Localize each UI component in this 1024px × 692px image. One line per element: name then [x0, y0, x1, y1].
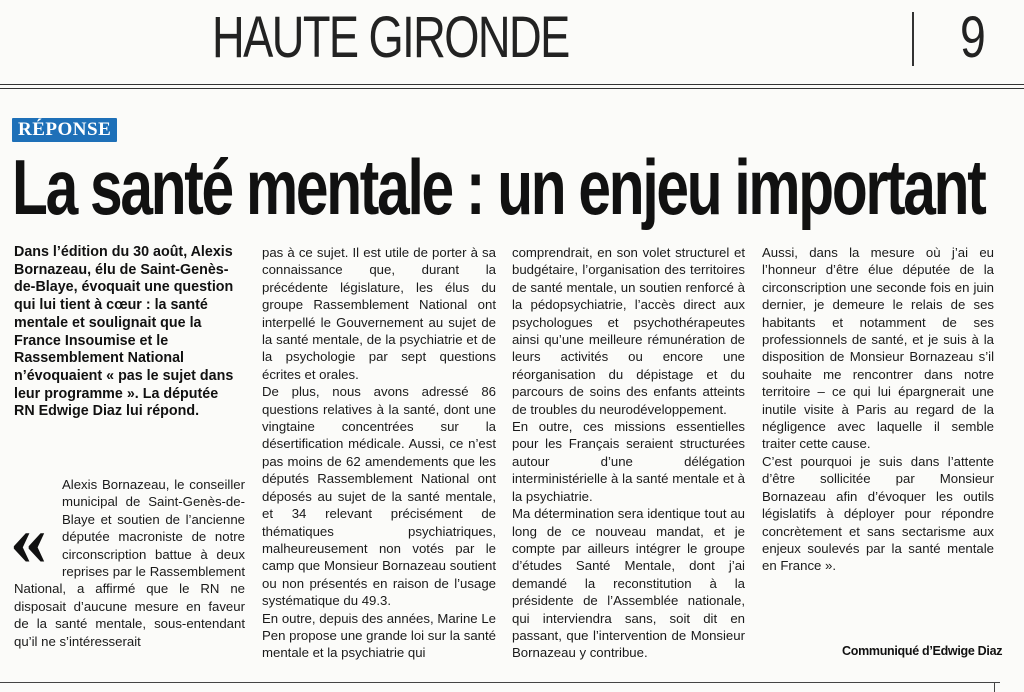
article-signature: Communiqué d’Edwige Diaz	[842, 644, 1003, 658]
column-3-paragraph: En outre, ces missions essentielles pour les Français seraient structurées autour d’une délégation interministérielle à la santé mentale et à la psychiatrie.	[512, 419, 745, 504]
column-4-paragraph: C’est pourquoi je suis dans l’attente d’être sollicitée par Monsieur Bornazeau afin d’évoquer les outils législatifs à déployer pour répondre concrètement et sans sectarisme aux enjeux soulevés par la santé mentale en France ».	[762, 453, 994, 574]
article-column-1	[14, 476, 245, 650]
intro-text: Dans l’édition du 30 août, Alexis Bornazeau, élu de Saint-Genès-de-Blaye, évoquait une question qui lui tient à cœur : la santé mentale et soulignait que la France Insoumise et le Rassemblement National n’évoquaient « pas le sujet dans leur programme ». La députée RN Edwige Diaz lui répond.	[14, 244, 234, 420]
column-2-paragraph: pas à ce sujet. Il est utile de porter à sa connaissance que, durant la précédente législature, les élus du groupe Rassemblement National ont interpellé le Gouvernement au sujet de la santé mentale, de la psychiatrie et de la psychologie par sept questions écrites et orales.	[262, 245, 496, 382]
article-intro	[14, 244, 236, 421]
footer-rule	[0, 682, 1000, 683]
header-rule	[0, 88, 1024, 89]
header-divider	[912, 12, 914, 66]
column-3-paragraph: comprendrait, en son volet structurel et budgétaire, l’organisation des territoires de santé mentale, un soutien renforcé à la pédopsychiatrie, l’accès direct aux psychologues et psychothérapeutes ainsi qu’une meilleure rémunération de leurs activités ou encore une réorganisation du dépistage et du parcours de soins des enfants atteints de troubles du neurodéveloppement.	[512, 245, 745, 417]
column-2-paragraph: De plus, nous avons adressé 86 questions relatives à la santé, dont une vingtaine concentrées sur la désertification médicale. Aussi, ce n’est pas moins de 62 amendements que les députés Rassemblement National ont déposés au sujet de la santé mentale, et 34 relevant précisément de thématiques psychiatriques, malheureusement non votés par le camp que Monsieur Bornazeau soutient ou non présentés en raison de l’usage systématique du 49.3.	[262, 384, 496, 609]
page-number: 9	[960, 5, 986, 70]
kicker-label: RÉPONSE	[18, 119, 112, 140]
page-header	[0, 0, 1024, 90]
article-column-3	[512, 244, 745, 662]
open-quote-glyph: «	[10, 499, 47, 581]
column-4-paragraph: Aussi, dans la mesure où j’ai eu l’honneur d’être élue députée de la circonscription une seconde fois en juin dernier, je demeure le relais de ses habitants et notamment de ses professionnels de santé, et je suis à la disposition de Monsieur Bornazeau s’il souhaite me rencontrer dans notre territoire – ce qui lui épargnerait une inutile visite à Paris au regard de la négligence avec laquelle il semble traiter cette cause.	[762, 245, 994, 452]
header-rule	[0, 84, 1024, 85]
column-1-text: Alexis Bornazeau, le conseiller municipal de Saint-Genès-de-Blaye et soutien de l’ancienne députée macroniste de notre circonscription battue à deux reprises par le Rassemblement National, a affirmé que le RN ne disposait d’aucune mesure en faveur de la santé mentale, sous-entendant qu’il ne s’intéresserait	[14, 477, 245, 649]
article-headline: La santé mentale : un enjeu important	[12, 143, 985, 231]
section-title: HAUTE GIRONDE	[212, 5, 569, 70]
article-column-2	[262, 244, 496, 662]
kicker-badge	[12, 118, 117, 142]
column-2-paragraph: En outre, depuis des années, Marine Le Pen propose une grande loi sur la santé mentale et la psychiatrie qui	[262, 610, 496, 661]
article-column-4	[762, 244, 994, 575]
footer-rule-corner	[994, 682, 995, 692]
column-3-paragraph: Ma détermination sera identique tout au long de ce nouveau mandat, et je compte par ailleurs intégrer le groupe d’études Santé Mentale, dont j’ai demandé la reconstitution à la présidente de l’Assemblée nationale, qui interviendra sans, soit dit en passant, que l’intervention de Monsieur Bornazeau y contribue.	[512, 506, 745, 661]
